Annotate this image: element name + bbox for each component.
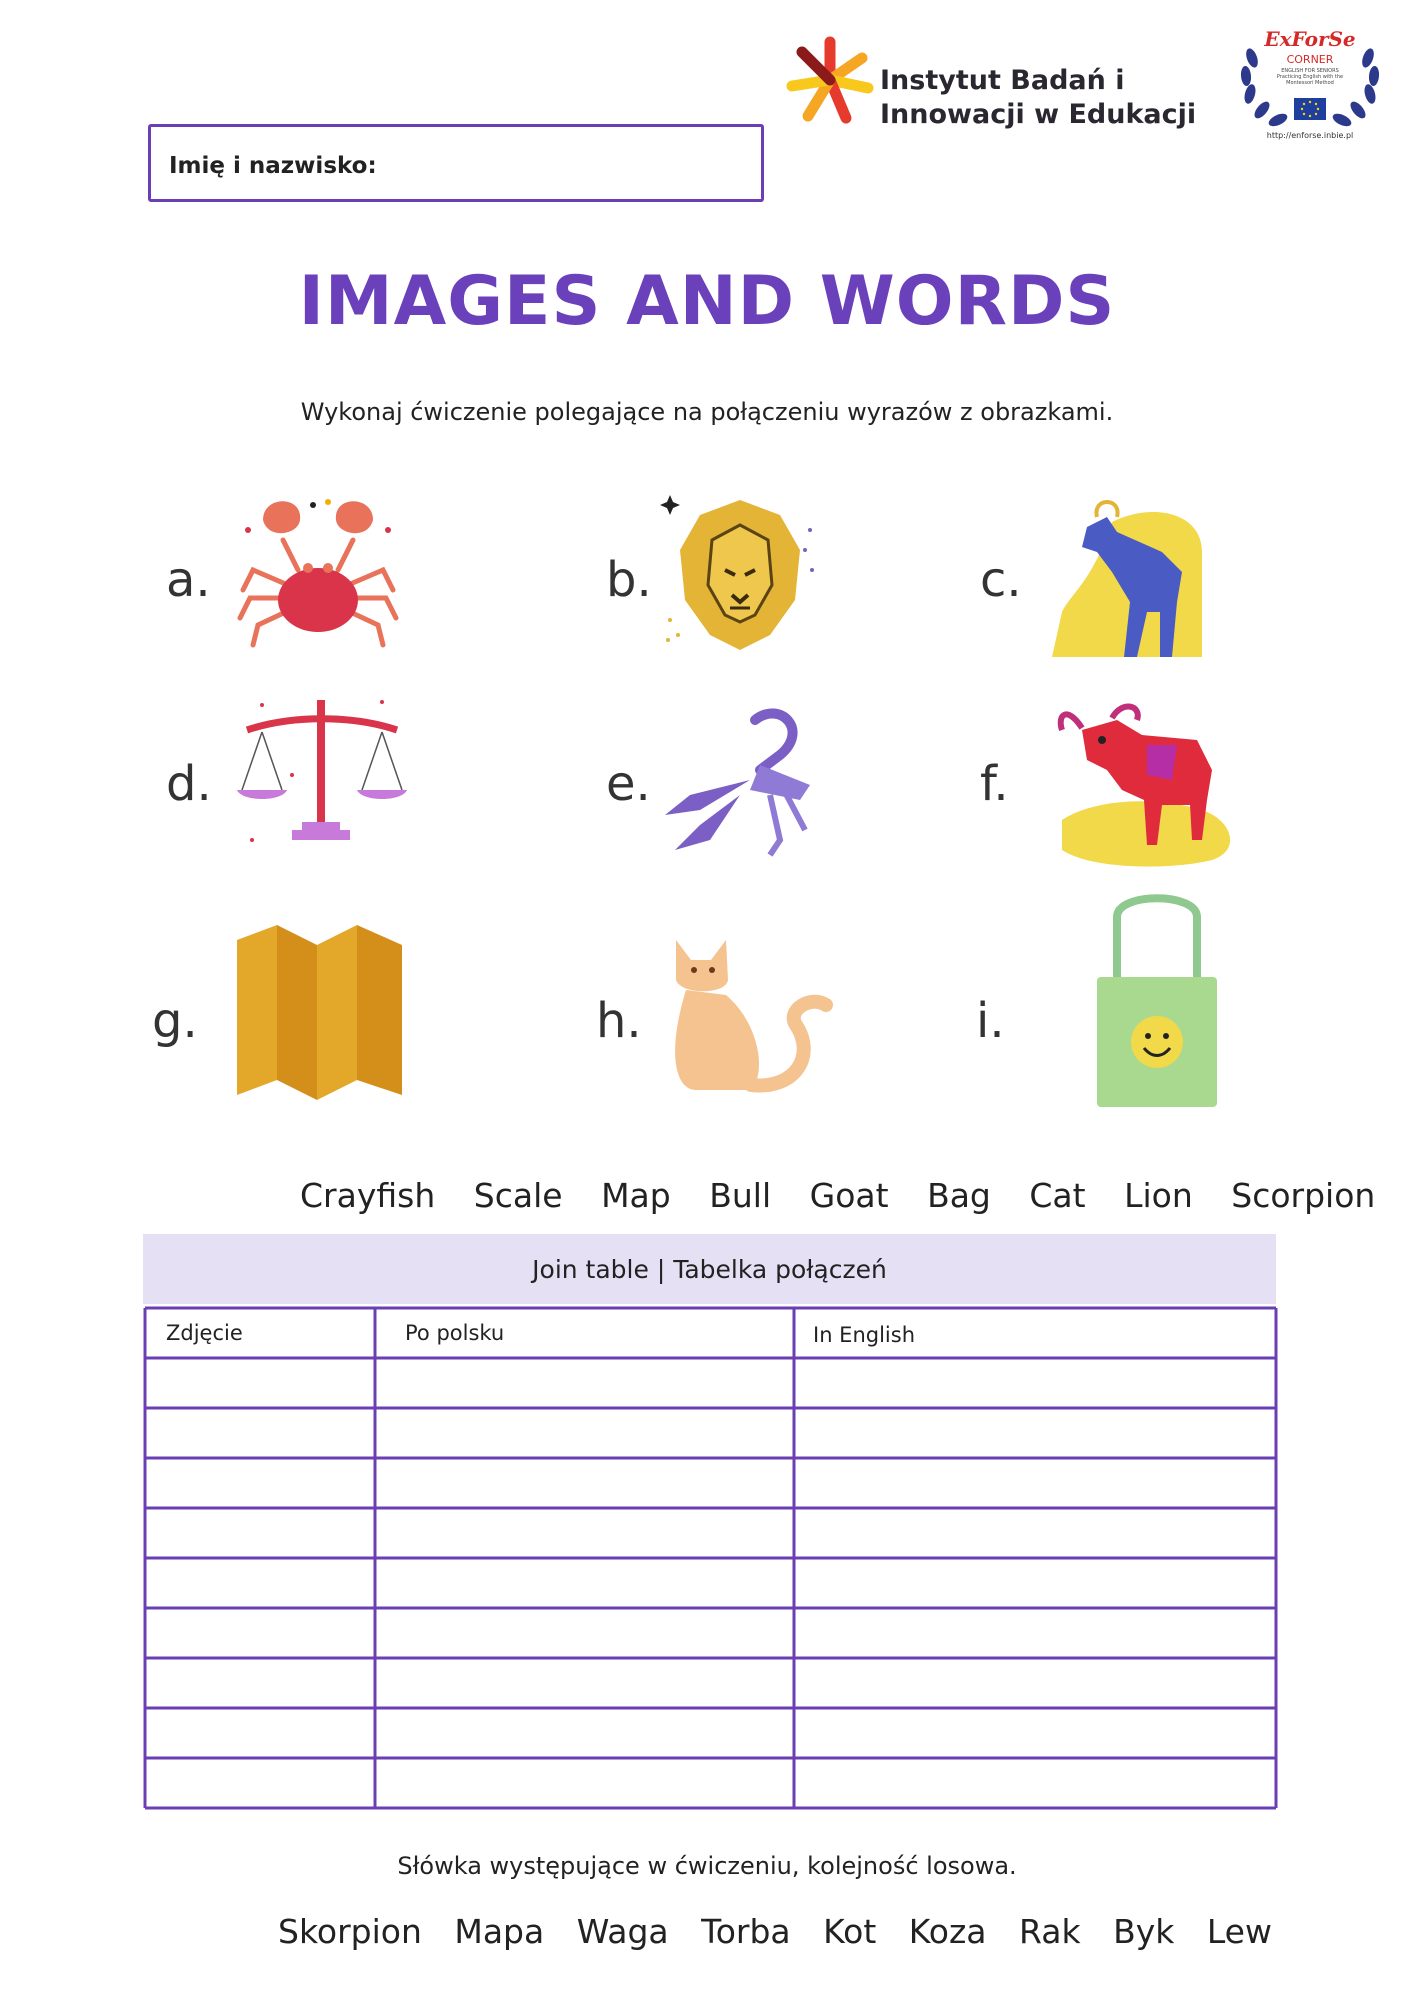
letter-b: b. (606, 552, 652, 608)
name-field-label: Imię i nazwisko: (169, 153, 377, 179)
join-table-title: Join table | Tabelka połączeń (532, 1255, 887, 1284)
word-en: Bag (927, 1176, 991, 1215)
word-en: Cat (1029, 1176, 1086, 1215)
word-pl: Skorpion (278, 1912, 422, 1951)
crab-icon (228, 490, 408, 655)
column-header-photo: Zdjęcie (166, 1321, 243, 1345)
cat-icon (666, 935, 836, 1095)
word-en: Map (601, 1176, 671, 1215)
letter-i: i. (976, 993, 1005, 1049)
word-pl: Kot (823, 1912, 877, 1951)
join-table-header (143, 1234, 1276, 1304)
scorpion-icon (660, 700, 840, 860)
word-en: Goat (809, 1176, 889, 1215)
enforse-logo (1230, 18, 1390, 148)
word-en: Crayfish (300, 1176, 436, 1215)
word-bank-english (300, 1176, 1397, 1215)
join-table-lines (143, 1306, 1278, 1826)
letter-g: g. (152, 993, 198, 1049)
institute-name-line1: Instytut Badań i (880, 65, 1125, 96)
map-icon (232, 920, 412, 1100)
scale-icon (232, 690, 412, 860)
word-pl: Torba (701, 1912, 791, 1951)
word-pl: Waga (576, 1912, 669, 1951)
word-en: Scale (473, 1176, 563, 1215)
instruction-text: Wykonaj ćwiczenie polegające na połączeniu wyrazów z obrazkami. (300, 398, 1114, 426)
word-en: Scorpion (1231, 1176, 1376, 1215)
bull-icon (1052, 700, 1242, 875)
letter-e: e. (606, 756, 651, 812)
letter-f: f. (980, 756, 1009, 812)
word-pl: Mapa (454, 1912, 545, 1951)
word-bank-polish (278, 1912, 1294, 1951)
letter-h: h. (596, 993, 642, 1049)
word-pl: Koza (908, 1912, 987, 1951)
name-field[interactable] (148, 124, 764, 202)
letter-c: c. (980, 552, 1022, 608)
word-pl: Lew (1206, 1912, 1272, 1951)
page-title: IMAGES AND WORDS (298, 262, 1116, 341)
enforse-tagline: ENGLISH FOR SENIORS Practicing English with the Montessori Method (1276, 68, 1344, 86)
word-pl: Rak (1019, 1912, 1081, 1951)
column-header-polish: Po polsku (405, 1321, 505, 1345)
join-table[interactable] (143, 1306, 1278, 1826)
vocab-note: Słówka występujące w ćwiczeniu, kolejność losowa. (397, 1852, 1017, 1880)
word-en: Lion (1124, 1176, 1193, 1215)
bag-icon (1092, 892, 1222, 1112)
enforse-url: http://enforse.inbie.pl (1266, 131, 1354, 140)
institute-logo (780, 30, 1210, 140)
enforse-wordmark: ExForSe (1264, 27, 1356, 51)
word-en: Bull (709, 1176, 772, 1215)
lion-icon (660, 490, 820, 660)
institute-name-line2: Innowacji w Edukacji (880, 99, 1197, 130)
letter-d: d. (166, 756, 212, 812)
enforse-corner-text: CORNER (1286, 53, 1334, 66)
institute-sunburst-icon (780, 30, 880, 130)
word-pl: Byk (1113, 1912, 1175, 1951)
goat-icon (1052, 492, 1212, 662)
letter-a: a. (166, 552, 211, 608)
column-header-english: In English (813, 1323, 916, 1347)
